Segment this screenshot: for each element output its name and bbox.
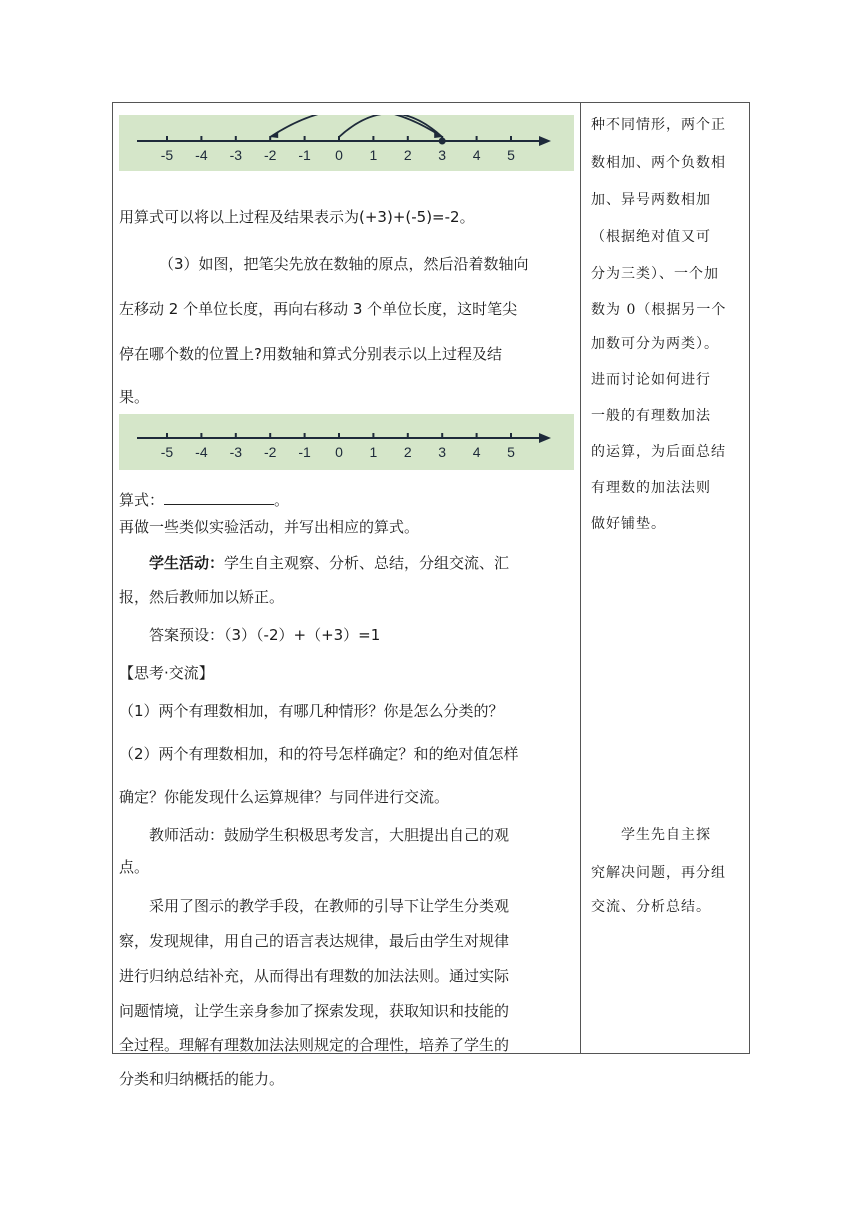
summary-line-2: 察，发现规律，用自己的语言表达规律，最后由学生对规律: [119, 932, 510, 950]
numline-1-tick-label: 1: [369, 147, 378, 163]
teacher-activity-line-2: 点。: [119, 858, 150, 876]
formula-label: 算式：: [119, 491, 165, 509]
numline-1-tick-label: -5: [160, 147, 174, 163]
student-activity-text: 学生自主观察、分析、总结，分组交流、汇: [224, 554, 510, 572]
teacher-activity-line-1: 教师活动：鼓励学生积极思考发言，大胆提出自己的观: [149, 826, 510, 844]
note-a-line-11: 有理数的加法法则: [591, 480, 711, 496]
notes-column: [581, 103, 749, 1053]
note-a-line-1: 种不同情形，两个正: [591, 117, 726, 133]
question-2-line-2: 确定？你能发现什么运算规律？与同伴进行交流。: [119, 788, 450, 806]
numline-1-tick-label: 5: [507, 147, 515, 163]
numline-1-jump-arc: [339, 115, 442, 137]
section-heading: 【思考·交流】: [119, 664, 214, 682]
note-a-line-8: 进而讨论如何进行: [591, 372, 711, 388]
note-a-line-9: 一般的有理数加法: [591, 408, 711, 424]
numline-1-tick-label: -4: [195, 147, 208, 163]
note-a-line-7: 加数可分为两类）。: [591, 336, 719, 352]
numline-2-tick-label: 2: [403, 444, 412, 460]
numline-1-tick-label: -3: [229, 147, 243, 163]
numline-2-tick-label: 4: [472, 444, 481, 460]
question-2-line-1: （2）两个有理数相加，和的符号怎样确定？和的绝对值怎样: [119, 745, 519, 763]
numline-1-tick-label: -1: [298, 147, 311, 163]
note-a-line-12: 做好铺垫。: [591, 516, 666, 532]
numline-1-jump-arrow: [270, 132, 278, 138]
formula-blank[interactable]: [164, 488, 274, 505]
summary-line-3: 进行归纳总结补充，从而得出有理数的加法法则。通过实际: [119, 967, 510, 985]
numline-1-arrow-head: [539, 136, 551, 146]
number-line-svg-1: [119, 115, 574, 171]
numline-1-tick-label: 4: [472, 147, 481, 163]
numline-2-tick-label: -3: [229, 444, 243, 460]
note-a-line-4: （根据绝对值又可: [591, 229, 711, 245]
note-a-line-10: 的运算，为后面总结: [591, 444, 726, 460]
numline-2-tick-label: 3: [438, 444, 447, 460]
student-activity-line-1: [149, 553, 509, 573]
numline-1-tick-label: 0: [335, 147, 343, 163]
summary-line-5: 全过程。理解有理数加法法则规定的合理性，培养了学生的: [119, 1036, 510, 1054]
note-a-line-6: 数为 0（根据另一个: [591, 302, 727, 318]
numline-2-tick-label: -2: [263, 444, 277, 460]
numline-1-tick-label: -2: [263, 147, 277, 163]
formula-result-text: 用算式可以将以上过程及结果表示为(+3)+(-5)=-2。: [119, 208, 475, 226]
numline-2-tick-label: 0: [335, 444, 343, 460]
formula-row: [119, 488, 289, 510]
formula-end: 。: [274, 491, 290, 509]
number-line-figure-2: [119, 414, 574, 470]
numline-2-tick-label: 1: [369, 444, 378, 460]
numline-2-tick-label: -1: [298, 444, 311, 460]
summary-line-6: 分类和归纳概括的能力。: [119, 1070, 285, 1088]
problem-3-line-1: （3）如图，把笔尖先放在数轴的原点，然后沿着数轴向: [159, 255, 529, 273]
note-b-line-1: 学生先自主探: [621, 827, 711, 843]
summary-line-4: 问题情境，让学生亲身参加了探索发现，获取知识和技能的: [119, 1002, 510, 1020]
numline-2-tick-label: -5: [160, 444, 174, 460]
numline-1-tick-label: 2: [403, 147, 412, 163]
number-line-figure-1: [119, 115, 574, 171]
student-activity-line-2: 报，然后教师加以矫正。: [119, 588, 285, 606]
question-1: （1）两个有理数相加，有哪几种情形？你是怎么分类的？: [119, 702, 504, 720]
answer-preset: 答案预设：（3）（-2）+（+3）=1: [149, 626, 381, 644]
numline-2-tick-label: 5: [507, 444, 515, 460]
note-a-line-2: 数相加、两个负数相: [591, 155, 726, 171]
problem-3-line-4: 果。: [119, 388, 150, 406]
problem-3-line-3: 停在哪个数的位置上?用数轴和算式分别表示以上过程及结: [119, 345, 502, 363]
numline-2-tick-label: -4: [195, 444, 208, 460]
note-b-line-2: 究解决问题，再分组: [591, 865, 726, 881]
numline-1-tick-label: 3: [438, 147, 447, 163]
numline-2-arrow-head: [539, 433, 551, 443]
problem-3-line-2: 左移动 2 个单位长度，再向右移动 3 个单位长度，这时笔尖: [119, 300, 518, 318]
main-column: [113, 103, 580, 1088]
numline-1-point: [439, 138, 446, 145]
note-b-line-3: 交流、分析总结。: [591, 899, 711, 915]
summary-line-1: 采用了图示的教学手段，在教师的引导下让学生分类观: [149, 897, 510, 915]
note-a-line-3: 加、异号两数相加: [591, 192, 711, 208]
note-a-line-5: 分为三类）、一个加: [591, 266, 719, 282]
lesson-table: [112, 102, 750, 1088]
student-activity-label: 学生活动：: [149, 554, 225, 572]
number-line-svg-2: [119, 414, 574, 470]
more-experiments-text: 再做一些类似实验活动，并写出相应的算式。: [119, 518, 420, 536]
